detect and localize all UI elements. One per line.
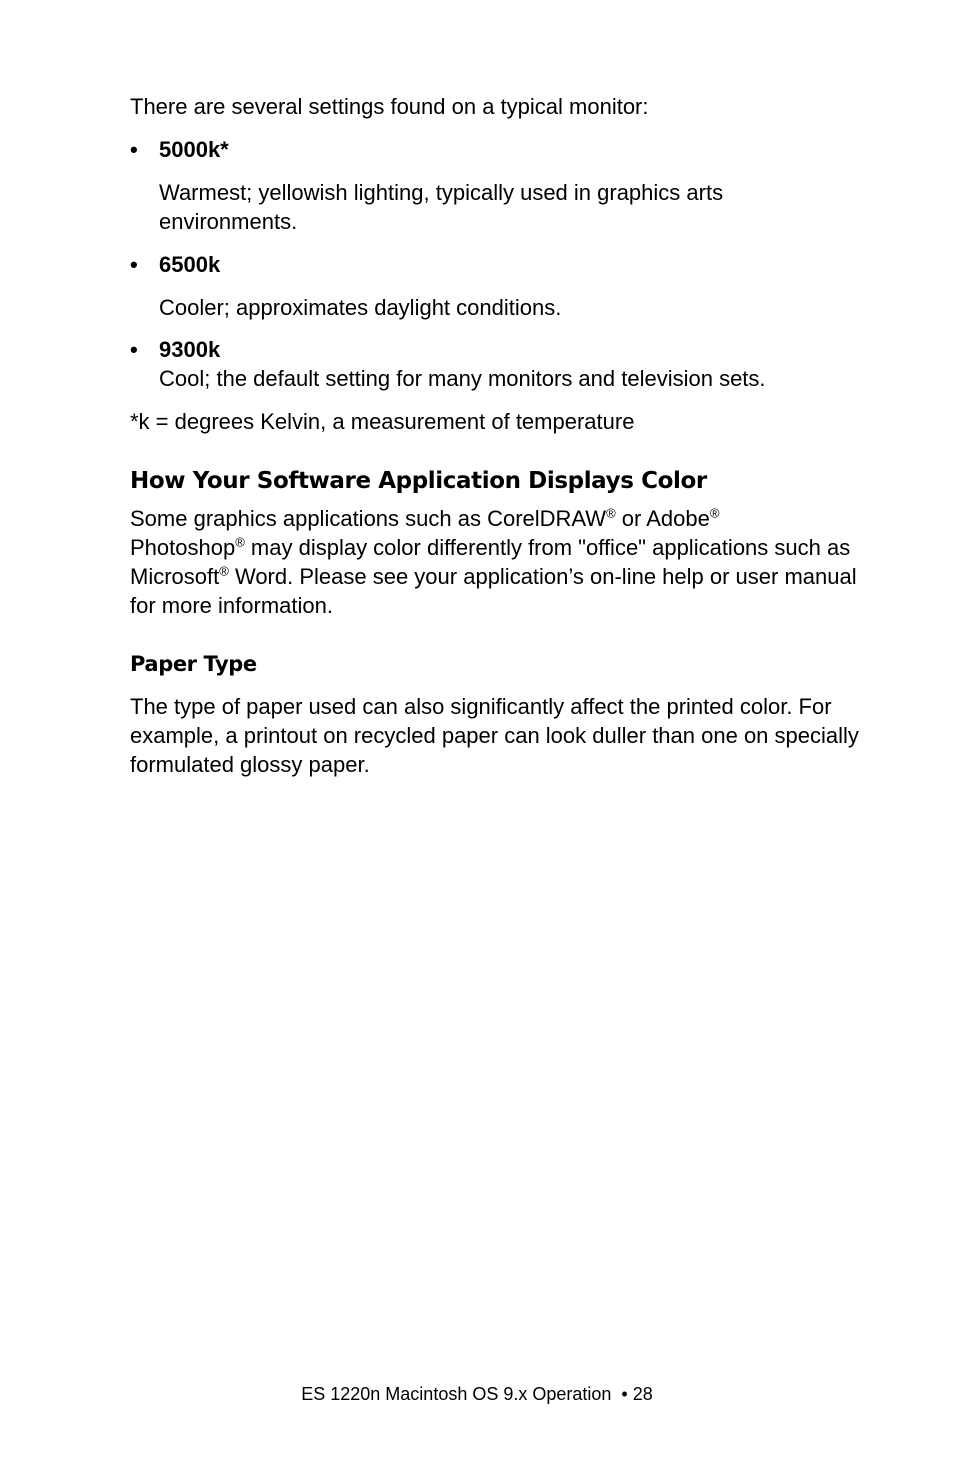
registered-mark: ® xyxy=(709,505,720,521)
setting-name: 5000k* xyxy=(159,137,229,162)
setting-description: Cool; the default setting for many monitors and television sets. xyxy=(159,366,766,391)
software-paragraph xyxy=(130,504,860,620)
setting-description: Warmest; yellowish lighting, typically used in graphics arts environments. xyxy=(159,180,724,234)
software-text: Some graphics applications such as CorelDRAW xyxy=(130,506,607,531)
registered-mark: ® xyxy=(219,563,229,579)
setting-item-9300k xyxy=(130,335,860,364)
setting-item-6500k xyxy=(130,250,860,279)
setting-description: Cooler; approximates daylight conditions. xyxy=(159,295,562,320)
intro-text: There are several settings found on a typical monitor: xyxy=(130,94,649,119)
setting-name: 6500k xyxy=(159,252,221,277)
paper-type-paragraph: The type of paper used can also significantly affect the printed color. For example, a printout on recycled paper can look duller than one on specially formulated glossy paper. xyxy=(130,694,859,777)
software-text: Word. Please see your application’s on-line help or user manual for more information. xyxy=(130,564,857,618)
registered-mark: ® xyxy=(235,534,245,550)
setting-name: 9300k xyxy=(159,337,221,362)
software-text: may display color differently from "office" applications such as Microsoft xyxy=(130,535,851,589)
bullet-icon: • xyxy=(130,137,138,162)
footer-text: ES 1220n Macintosh OS 9.x Operation • 28 xyxy=(301,1384,653,1404)
document-body xyxy=(130,92,860,779)
software-text: or Adobe xyxy=(615,506,710,531)
registered-mark: ® xyxy=(606,505,616,521)
software-text: Photoshop xyxy=(130,535,236,560)
bullet-icon: • xyxy=(130,252,138,277)
software-heading: How Your Software Application Displays Color xyxy=(130,468,707,494)
page-footer xyxy=(0,1382,954,1406)
setting-item-5000k xyxy=(130,135,860,164)
footnote: *k = degrees Kelvin, a measurement of temperature xyxy=(130,409,635,434)
paper-type-heading: Paper Type xyxy=(130,652,257,676)
bullet-icon: • xyxy=(130,337,138,362)
